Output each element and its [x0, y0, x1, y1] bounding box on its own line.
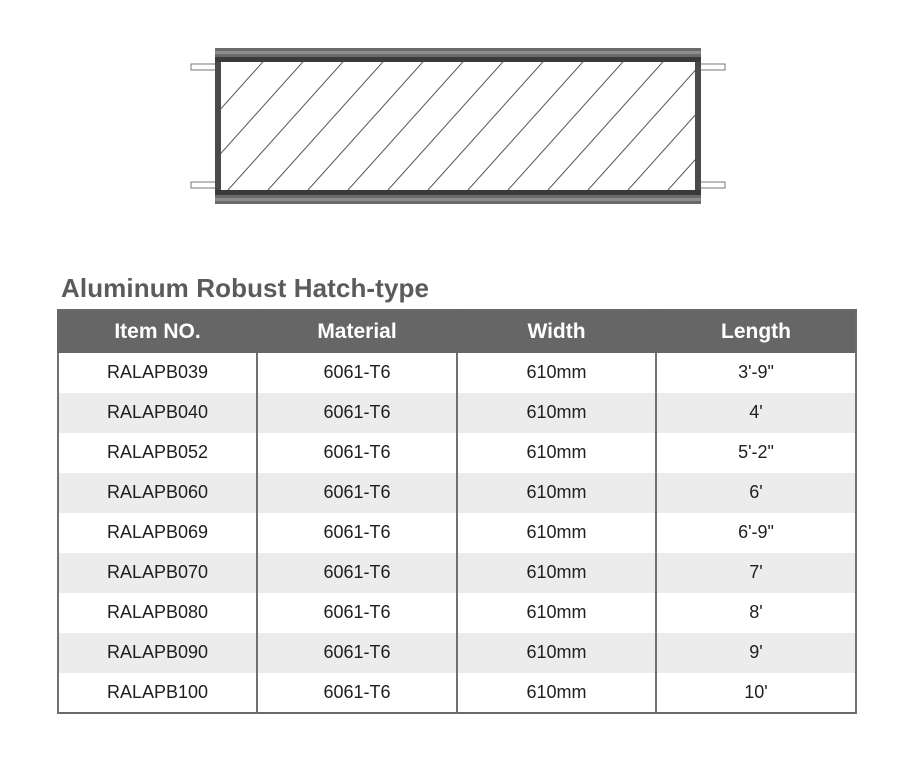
cell-material: 6061-T6: [257, 473, 457, 513]
cell-width: 610mm: [457, 513, 656, 553]
cell-material: 6061-T6: [257, 593, 457, 633]
spec-table: [57, 309, 857, 714]
cell-length: 4': [656, 393, 856, 433]
table-row: [58, 633, 856, 673]
cell-item-no: RALAPB069: [58, 513, 257, 553]
cell-width: 610mm: [457, 353, 656, 393]
cell-width: 610mm: [457, 593, 656, 633]
cell-material: 6061-T6: [257, 673, 457, 714]
column-header-width: Width: [457, 310, 656, 353]
table-row: [58, 513, 856, 553]
cell-material: 6061-T6: [257, 633, 457, 673]
cell-length: 3'-9": [656, 353, 856, 393]
column-header-length: Length: [656, 310, 856, 353]
cell-length: 5'-2": [656, 433, 856, 473]
cell-material: 6061-T6: [257, 353, 457, 393]
cell-item-no: RALAPB040: [58, 393, 257, 433]
table-header-row: [58, 310, 856, 353]
column-header-material: Material: [257, 310, 457, 353]
cell-width: 610mm: [457, 473, 656, 513]
cell-item-no: RALAPB060: [58, 473, 257, 513]
cell-width: 610mm: [457, 553, 656, 593]
table-row: [58, 393, 856, 433]
table-row: [58, 553, 856, 593]
column-header-item-no: Item NO.: [58, 310, 257, 353]
cell-item-no: RALAPB070: [58, 553, 257, 593]
cell-material: 6061-T6: [257, 513, 457, 553]
cell-item-no: RALAPB100: [58, 673, 257, 714]
cell-item-no: RALAPB039: [58, 353, 257, 393]
cell-material: 6061-T6: [257, 553, 457, 593]
product-title: Aluminum Robust Hatch-type: [61, 273, 430, 303]
cell-length: 10': [656, 673, 856, 714]
table-row: [58, 593, 856, 633]
cell-material: 6061-T6: [257, 393, 457, 433]
cell-length: 9': [656, 633, 856, 673]
table-row: [58, 353, 856, 393]
cell-length: 7': [656, 553, 856, 593]
cell-item-no: RALAPB052: [58, 433, 257, 473]
hatch-platform-diagram-icon: [188, 45, 728, 207]
cell-width: 610mm: [457, 393, 656, 433]
platform-drawing: [188, 45, 728, 207]
cell-width: 610mm: [457, 633, 656, 673]
cell-width: 610mm: [457, 433, 656, 473]
table-row: [58, 673, 856, 714]
cell-material: 6061-T6: [257, 433, 457, 473]
cell-item-no: RALAPB090: [58, 633, 257, 673]
cell-length: 8': [656, 593, 856, 633]
cell-length: 6'-9": [656, 513, 856, 553]
cell-length: 6': [656, 473, 856, 513]
table-row: [58, 433, 856, 473]
cell-item-no: RALAPB080: [58, 593, 257, 633]
table-row: [58, 473, 856, 513]
cell-width: 610mm: [457, 673, 656, 714]
